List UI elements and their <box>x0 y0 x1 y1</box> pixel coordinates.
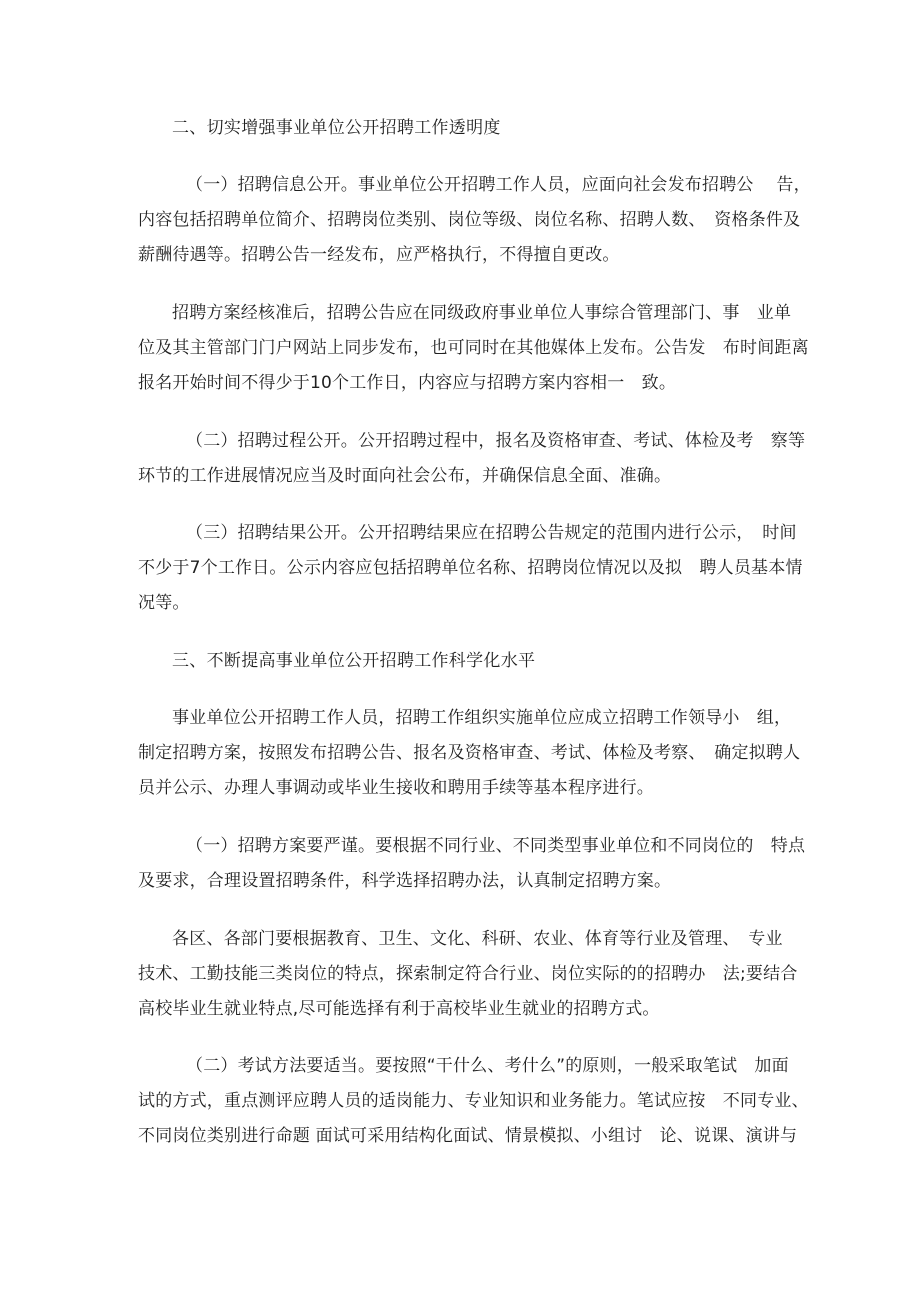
paragraph-line: （三）招聘结果公开。公开招聘结果应在招聘公告规定的范围内进行公示， 时间 <box>186 523 797 543</box>
paragraph-line: 不同岗位类别进行命题 面试可采用结构化面试、情景模拟、小组讨 论、说课、演讲与 <box>138 1126 798 1146</box>
paragraph-line: 薪酬待遇等。招聘公告一经发布，应严格执行，不得擅自更改。 <box>138 245 620 265</box>
section-heading-2: 二、切实增强事业单位公开招聘工作透明度 <box>172 118 501 138</box>
paragraph-line: 各区、各部门要根据教育、卫生、文化、科研、农业、体育等行业及管理、 专业 <box>172 929 783 949</box>
paragraph-line: 技术、工勤技能三类岗位的特点，探索制定符合行业、岗位实际的的招聘办 法;要结合 <box>138 964 798 984</box>
paragraph-line: 高校毕业生就业特点,尽可能选择有利于高校毕业生就业的招聘方式。 <box>138 999 660 1019</box>
paragraph-line: 不少于7个工作日。公示内容应包括招聘单位名称、招聘岗位情况以及拟 聘人员基本情 <box>138 558 803 578</box>
paragraph-line: 招聘方案经核准后，招聘公告应在同级政府事业单位人事综合管理部门、事 业单 <box>172 303 792 323</box>
paragraph-line: 况等。 <box>138 593 190 613</box>
paragraph-line: 员并公示、办理人事调动或毕业生接收和聘用手续等基本程序进行。 <box>138 778 654 798</box>
paragraph-line: 报名开始时间不得少于10个工作日，内容应与招聘方案内容相一 致。 <box>138 373 677 393</box>
paragraph-line: 内容包括招聘单位简介、招聘岗位类别、岗位等级、岗位名称、招聘人数、 资格条件及 <box>138 210 801 230</box>
paragraph-line: （二）招聘过程公开。公开招聘过程中，报名及资格审查、考试、体检及考 察等 <box>186 431 806 451</box>
section-heading-3: 三、不断提高事业单位公开招聘工作科学化水平 <box>172 651 536 671</box>
paragraph-line: （一）招聘信息公开。事业单位公开招聘工作人员，应面向社会发布招聘公 告， <box>186 175 811 195</box>
paragraph-line: 位及其主管部门门户网站上同步发布，也可同时在其他媒体上发布。公告发 布时间距离 <box>138 338 809 358</box>
paragraph-line: 事业单位公开招聘工作人员，招聘工作组织实施单位应成立招聘工作领导小 组， <box>172 708 792 728</box>
paragraph-line: （二）考试方法要适当。要按照“干什么、考什么”的原则，一般采取笔试 加面 <box>186 1056 789 1076</box>
paragraph-line: 试的方式，重点测评应聘人员的适岗能力、专业知识和业务能力。笔试应按 不同专业、 <box>138 1091 809 1111</box>
paragraph-line: 及要求，合理设置招聘条件，科学选择招聘办法，认真制定招聘方案。 <box>138 871 672 891</box>
paragraph-line: 制定招聘方案，按照发布招聘公告、报名及资格审查、考试、体检及考察、 确定拟聘人 <box>138 743 801 763</box>
paragraph-line: （一）招聘方案要严谨。要根据不同行业、不同类型事业单位和不同岗位的 特点 <box>186 836 806 856</box>
paragraph-line: 环节的工作进展情况应当及时面向社会公布，并确保信息全面、准确。 <box>138 466 672 486</box>
